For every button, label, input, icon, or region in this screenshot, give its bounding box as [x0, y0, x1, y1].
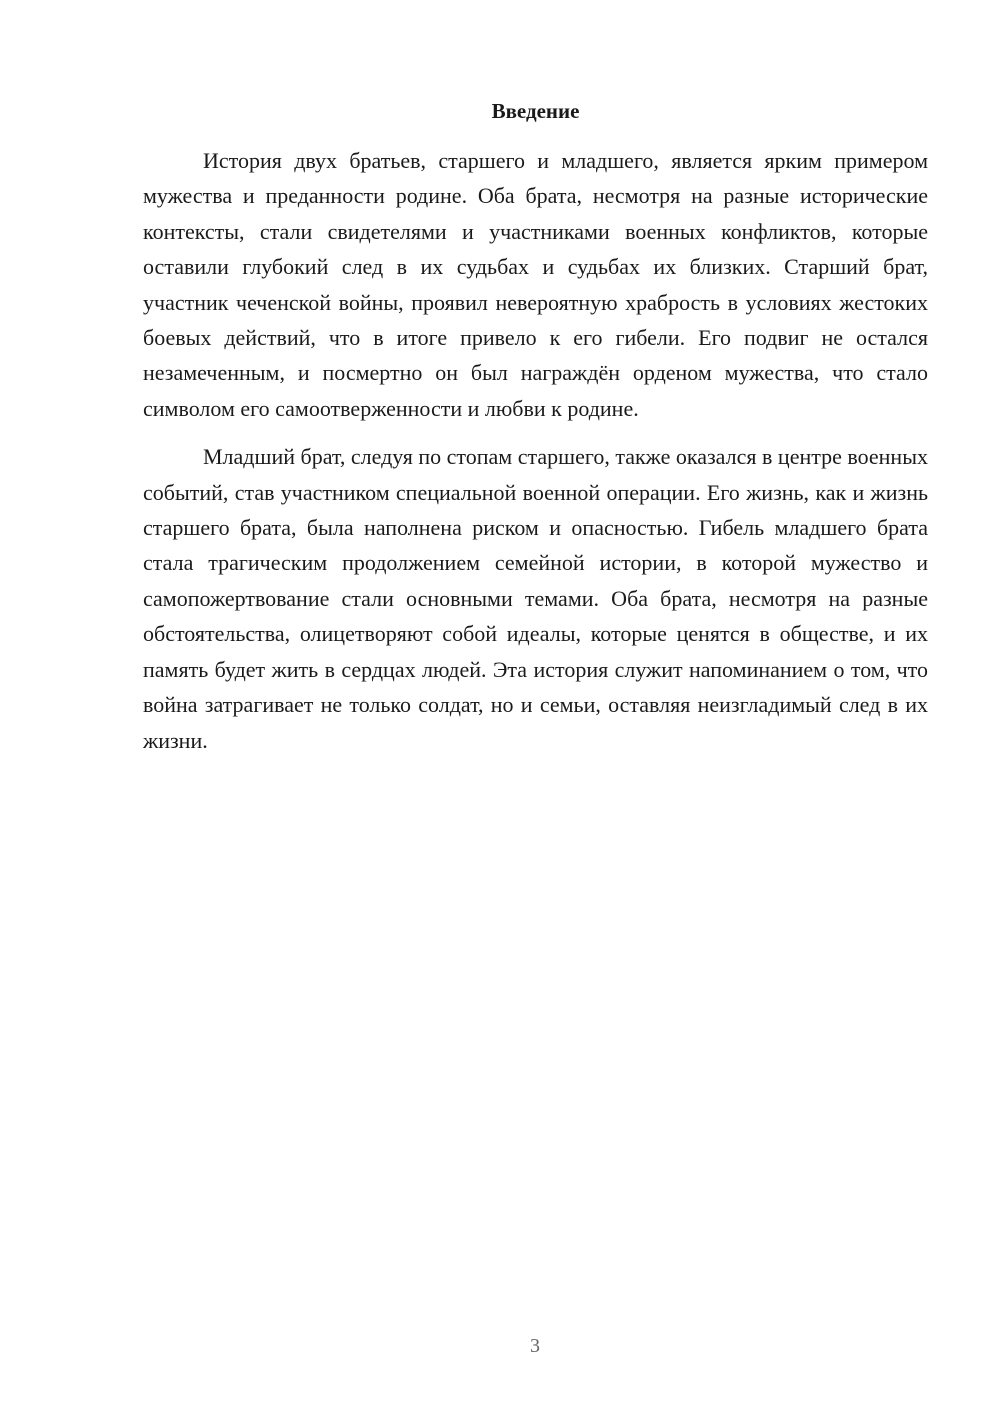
page-number: 3: [530, 1335, 540, 1357]
section-title: Введение: [491, 99, 580, 123]
paragraph-2: Младший брат, следуя по стопам старшего, также оказался в центре военных событий, став участником специальной военной операции. Его жизнь, как и жизнь старшего брата, была наполнена риском и опасностью. Гибель младшего брата стала трагическим продолжением семейной истории, в которой мужество и самопожертвование стали основными темами. Оба брата, несмотря на разные обстоятельства, олицетворяют собой идеалы, которые ценятся в обществе, и их память будет жить в сердцах людей. Эта история служит напоминанием о том, что война затрагивает не только солдат, но и семьи, оставляя неизгладимый след в их жизни.: [143, 444, 928, 753]
paragraph-1: История двух братьев, старшего и младшего, является ярким примером мужества и преданности родине. Оба брата, несмотря на разные исторические контексты, стали свидетелями и участниками военных конфликтов, которые оставили глубокий след в их судьбах и судьбах их близких. Старший брат, участник чеченской войны, проявил невероятную храбрость в условиях жестоких боевых действий, что в итоге привело к его гибели. Его подвиг не остался незамеченным, и посмертно он был награждён орденом мужества, что стало символом его самоотверженности и любви к родине.: [143, 148, 928, 421]
body-text: [143, 143, 928, 771]
